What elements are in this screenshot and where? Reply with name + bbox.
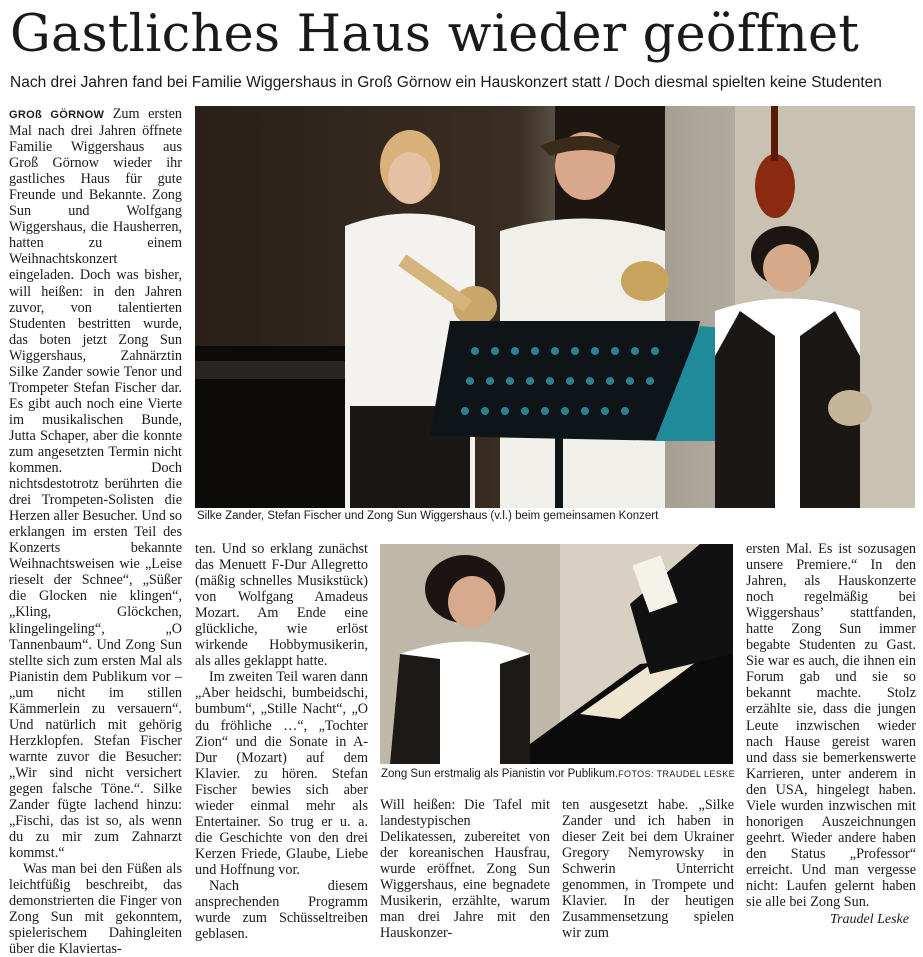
article-paragraph: Im zweiten Teil waren dann „Aber heidschi, bumbeidschi, bumbum“, „Stille Nacht“, „O du fröhliche …“, „Tochter Zion“ und die Sonate in A-Dur (Mozart) auf dem Klavier. zu hören. Stefan Fischer bewies sich aber wieder einmal mehr als Entertainer. So trug er u. a. die Geschichte von den drei Kerzen Friede, Glaube, Liebe und Hoffnung vor. — [195, 669, 368, 878]
article-column-2 — [195, 541, 368, 942]
article-column-5 — [746, 541, 916, 910]
article-paragraph: Nach diesem ansprechenden Programm wurde zum Schüsseltreiben geblasen. — [195, 877, 368, 943]
article-paragraph: ersten Mal. Es ist sozusagen unsere Premiere.“ In den Jahren, als Hauskonzerte noch regelmäßig bei Wiggershaus’ stattfanden, hatte Zong Sun immer begabte Studenten zu Gast. Sie war es auch, die ihnen ein Forum gab und sie so bekannt machte. Stolz erzählte sie, dass die jungen Leute inzwischen wieder nach Hause gereist waren und dass sie bemerkenswerte Karrieren, unter anderem in den USA, hingelegt haben. Viele wurden inzwischen mit honorigen Auszeichnungen geehrt. Wieder andere haben den Status „Professor“ erreicht. Und man vergesse nicht: Laufen gelernt haben sie alle bei Zong Sun. — [746, 541, 916, 911]
dateline: GROß GÖRNOW — [9, 109, 105, 121]
subheadline: Nach drei Jahren fand bei Familie Wiggershaus in Groß Görnow ein Hauskonzert statt / Doch diesmal spielten keine Studenten — [10, 74, 882, 91]
article-paragraph: Zum ersten Mal nach drei Jahren öffnete Familie Wiggershaus aus Groß Görnow wieder ihr gastliches Haus für gute Freunde und Bekannte. Zong Sun und Wolfgang Wiggershaus, die Hausherren, hatten zu einem Weihnachtskonzert eingeladen. Doch was bisher, will heißen: in den Jahren zuvor, von talentierten Studenten bestritten wurde, das boten jetzt Zong Sun Wiggershaus, Zahnärztin Silke Zander sowie Tenor und Trompeter Stefan Fischer dar. Es gibt auch noch eine Vierte im musikalischen Bunde, Jutta Schaper, aber die konnte zum angesetzten Termin nicht kommen. Doch nichtsdestotrotz berührten die drei Trompeten-Solisten die Herzen aller Besucher. Und so erklangen im ersten Teil des Konzerts bekannte Weihnachtsweisen wie „Leise rieselt der Schnee“, „Süßer die Glocken nie klingen“, „Kling, Glöckchen, klingelingeling“, „O Tannenbaum“. Und Zong Sun stellte sich zum ersten Mal als Pianistin dem Publikum vor – „um nicht im stillen Kämmerlein zu versauern“. Und natürlich mit gehörig Herzklopfen. Stefan Fischer warnte zuvor die Besucher: „Wir sind nicht versichert gegen falsche Töne.“. Silke Zander fügte lachend hinzu: „Fischi, das ist so, als wenn du zu mir zum Zahnarzt kommst.“ — [9, 106, 183, 862]
article-column-1 — [9, 106, 182, 957]
article-paragraph: ten ausgesetzt habe. „Silke Zander und ich haben in dieser Zeit bei dem Ukrainer Gregory Nemyrowsky in Schwerin Unterricht genommen, in Trompete und Klavier. In der heutigen Zusammensetzung spielen wir zum — [562, 797, 734, 942]
author-byline: Traudel Leske — [830, 912, 909, 927]
article-paragraph: ten. Und so erklang zunächst das Menuett F-Dur Allegretto (mäßig schnelles Musikstück) von Wolfgang Amadeus Mozart. Am Ende eine glückliche, wie erlöst wirkende Hobbymusikerin, als alles geklappt hatte. — [195, 541, 368, 670]
article-column-3 — [380, 797, 550, 941]
photo-caption-text: Zong Sun erstmalig als Pianistin vor Publikum. — [381, 768, 619, 780]
photo-credit: FOTOS: TRAUDEL LESKE — [618, 769, 736, 779]
photo-caption — [381, 767, 735, 781]
trumpet-trio-image — [195, 106, 915, 508]
article-paragraph: Will heißen: Die Tafel mit landestypischen Delikatessen, zubereitet von der koreanischen Hausfrau, wurde eröffnet. Zong Sun Wiggershaus, eine begnadete Musikerin, erzählte, warum man drei Jahre mit den Hauskonzer- — [380, 797, 550, 942]
photo-caption: Silke Zander, Stefan Fischer und Zong Sun Wiggershaus (v.l.) beim gemeinsamen Konzert — [197, 510, 659, 522]
headline: Gastliches Haus wieder geöffnet — [10, 5, 860, 64]
concert-photo — [195, 106, 915, 508]
pianist-photo — [380, 544, 733, 764]
article-column-4 — [562, 797, 734, 941]
article-paragraph: Was man bei den Füßen als leichtfüßig beschreibt, das demonstrierten die Finger von Zong Sun mit gekonntem, spielerischem Dahingleiten über die Klaviertas- — [9, 861, 182, 957]
pianist-image — [380, 544, 733, 764]
